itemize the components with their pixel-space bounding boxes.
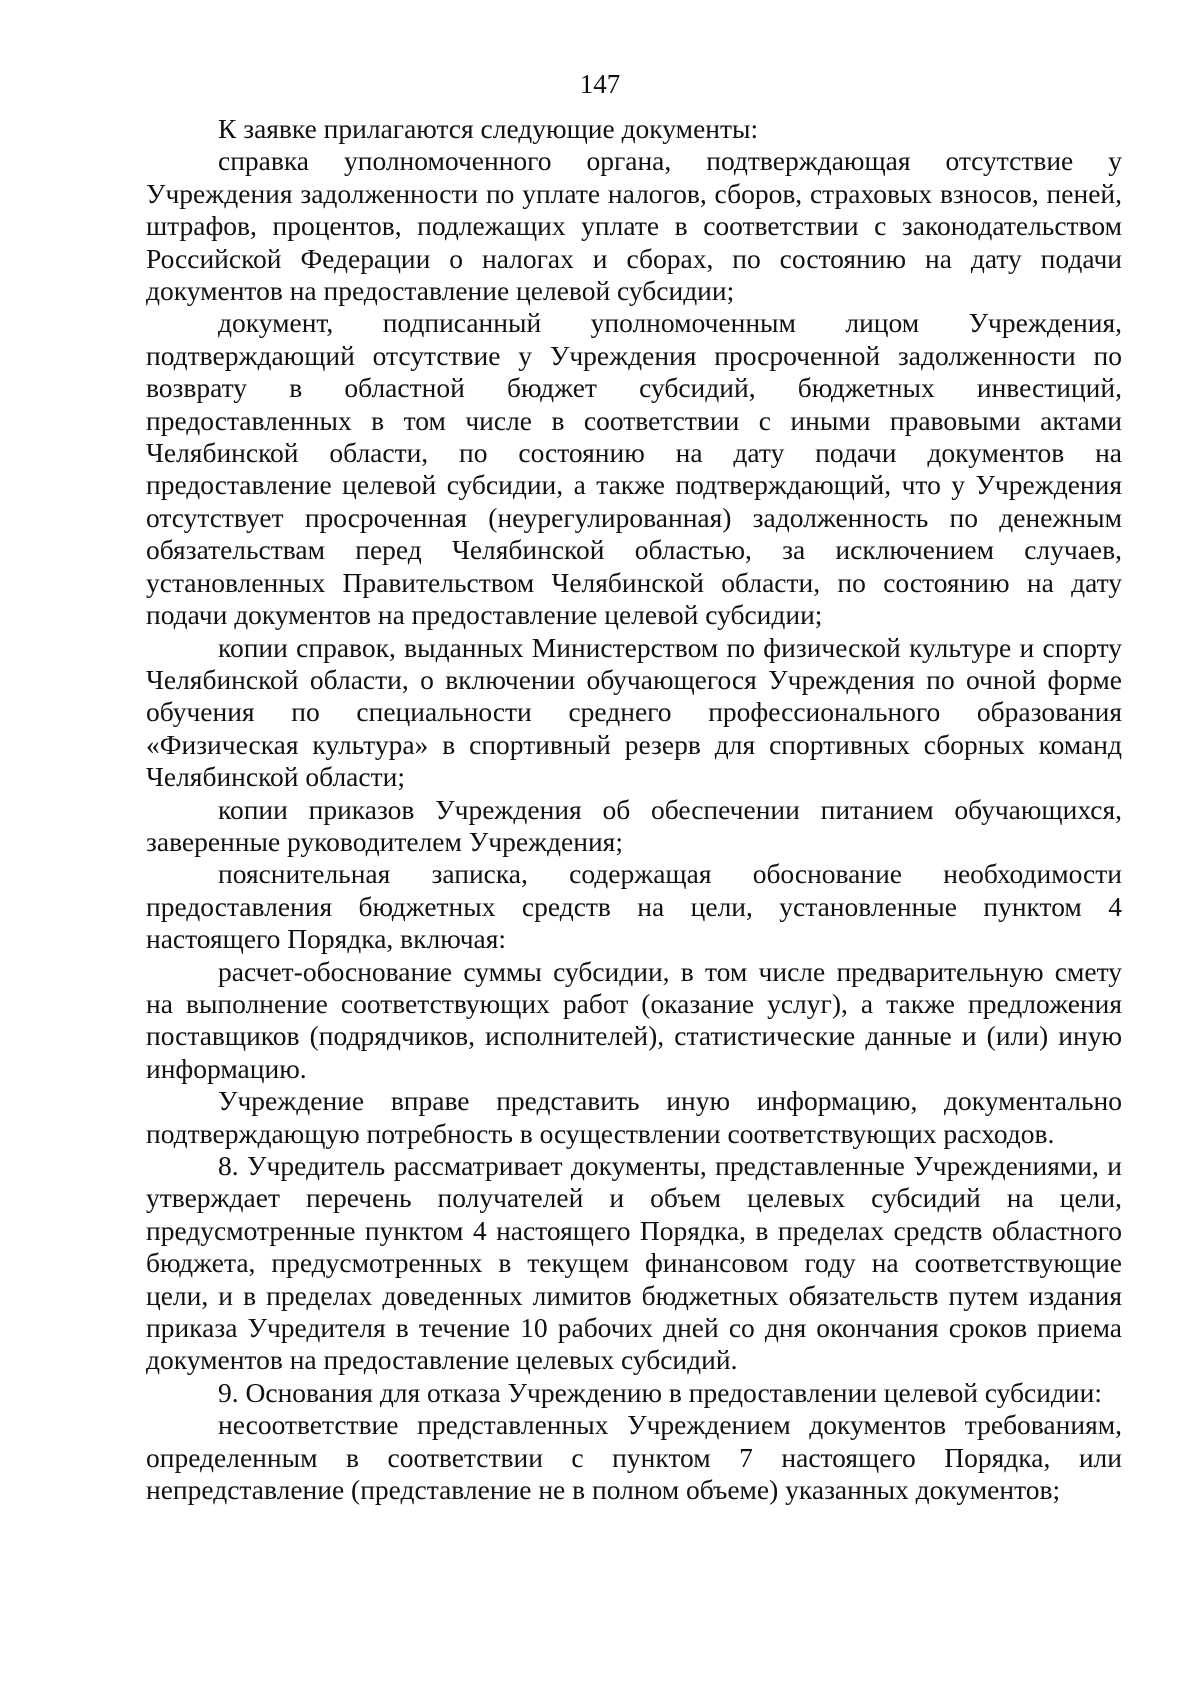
paragraph-tax-certificate: справка уполномоченного органа, подтверждающая отсутствие у Учреждения задолженности по уплате налогов, сборов, страховых взносов, пеней, штрафов, процентов, подлежащих уплате в соответствии с законодательством Российской Федерации о налогах и сборах, по состоянию на дату подачи документов на предоставление целевой субсидии; — [146, 145, 1122, 307]
paragraph-explanatory-note: пояснительная записка, содержащая обоснование необходимости предоставления бюджетных средств на цели, установленные пунктом 4 настоящего Порядка, включая: — [146, 858, 1122, 955]
paragraph-additional-information: Учреждение вправе представить иную информацию, документально подтверждающую потребность в осуществлении соответствующих расходов. — [146, 1085, 1122, 1149]
paragraph-clause-9: 9. Основания для отказа Учреждению в предоставлении целевой субсидии: — [218, 1376, 1103, 1408]
paragraph-meal-orders: копии приказов Учреждения об обеспечении питанием обучающихся, заверенные руководителем Учреждения; — [146, 793, 1122, 857]
paragraph-sports-reserve-certificates: копии справок, выданных Министерством по физической культуре и спорту Челябинской области, о включении обучающегося Учреждения по очной форме обучения по специальности среднего профессионального образования «Физическая культура» в спортивный резерв для спортивных сборных команд Челябинской области; — [146, 631, 1122, 793]
document-body — [146, 113, 1122, 1506]
paragraph-subsidy-calculation: расчет-обоснование суммы субсидии, в том числе предварительную смету на выполнение соответствующих работ (оказание услуг), а также предложения поставщиков (подрядчиков, исполнителей), статистические данные и (или) иную информацию. — [146, 955, 1122, 1084]
paragraph-refusal-ground-noncompliance: несоответствие представленных Учреждением документов требованиям, определенным в соответствии с пунктом 7 настоящего Порядка, или непредставление (представление не в полном объеме) указанных документов; — [146, 1409, 1122, 1506]
paragraph-debt-confirmation-document: документ, подписанный уполномоченным лицом Учреждения, подтверждающий отсутствие у Учреждения просроченной задолженности по возврату в областной бюджет субсидий, бюджетных инвестиций, предоставленных в том числе в соответствии с иными правовыми актами Челябинской области, по состоянию на дату подачи документов на предоставление целевой субсидии, а также подтверждающий, что у Учреждения отсутствует просроченная (неурегулированная) задолженность по денежным обязательствам перед Челябинской областью, за исключением случаев, установленных Правительством Челябинской области, по состоянию на дату подачи документов на предоставление целевой субсидии; — [146, 307, 1122, 631]
paragraph-clause-8: 8. Учредитель рассматривает документы, представленные Учреждениями, и утверждает перечень получателей и объем целевых субсидий на цели, предусмотренные пунктом 4 настоящего Порядка, в пределах средств областного бюджета, предусмотренных в текущем финансовом году на соответствующие цели, и в пределах доведенных лимитов бюджетных обязательств путем издания приказа Учредителя в течение 10 рабочих дней со дня окончания сроков приема документов на предоставление целевых субсидий. — [146, 1150, 1122, 1376]
page-number: 147 — [579, 69, 621, 99]
paragraph-attachments-intro: К заявке прилагаются следующие документы: — [218, 113, 759, 144]
